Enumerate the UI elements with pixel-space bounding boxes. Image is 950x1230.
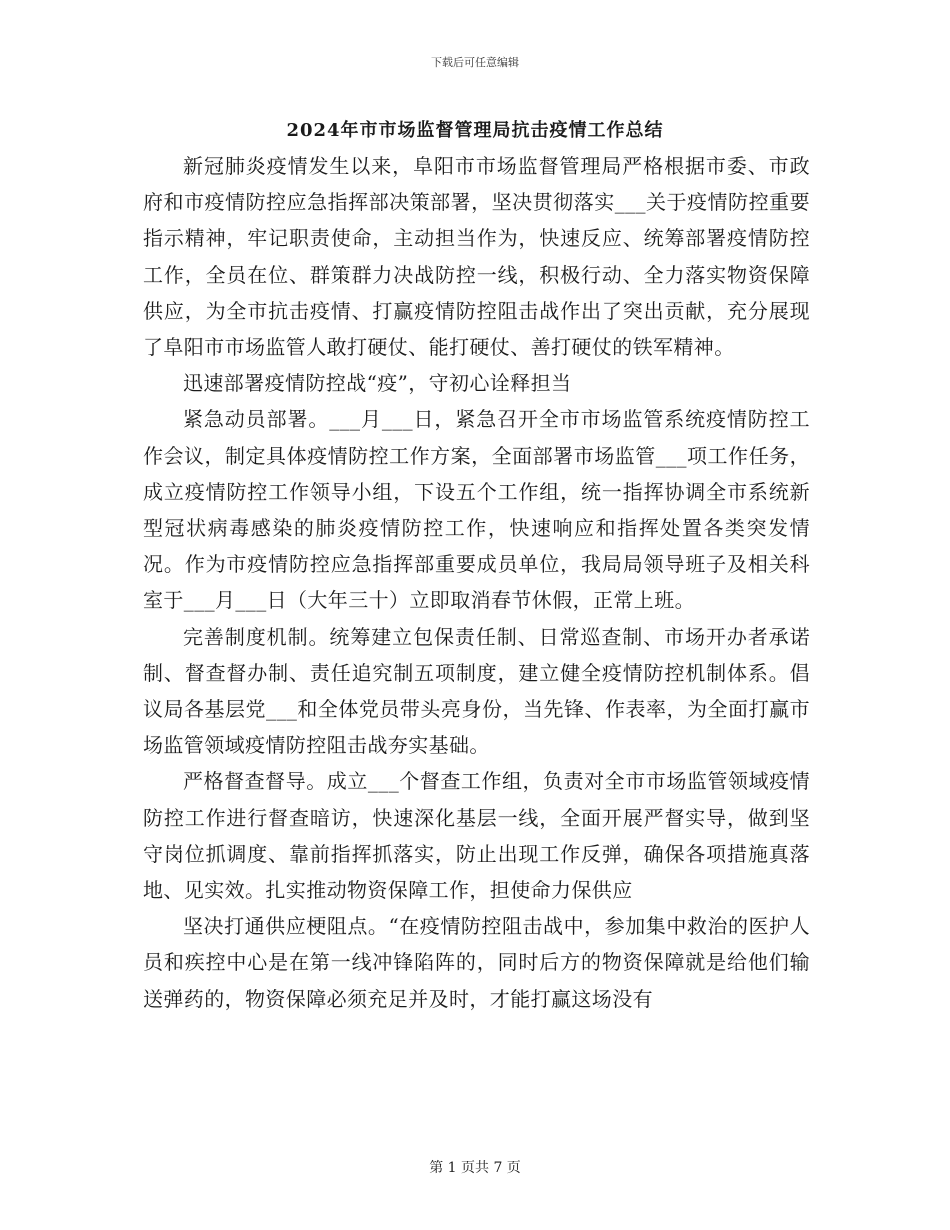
document-body (143, 148, 810, 1017)
paragraph-intro: 新冠肺炎疫情发生以来，阜阳市市场监督管理局严格根据市委、市政府和市疫情防控应急指挥部决策部署，坚决贯彻落实___关于疫情防控重要指示精神，牢记职责使命，主动担当作为，快速反应、统筹部署疫情防控工作，全员在位、群策群力决战防控一线，积极行动、全力落实物资保障供应，为全市抗击疫情、打赢疫情防控阻击战作出了突出贡献，充分展现了阜阳市市场监管人敢打硬仗、能打硬仗、善打硬仗的铁军精神。 (143, 154, 810, 360)
paragraph-supply: 坚决打通供应梗阻点。“在疫情防控阻击战中，参加集中救治的医护人员和疾控中心是在第一线冲锋陷阵的，同时后方的物资保障就是给他们输送弹药的，物资保障必须充足并及时，才能打赢这场没有 (143, 914, 810, 1011)
paragraph-system-mechanism: 完善制度机制。统筹建立包保责任制、日常巡查制、市场开办者承诺制、督查督办制、责任追究制五项制度，建立健全疫情防控机制体系。倡议局各基层党___和全体党员带头亮身份，当先锋、作表率，为全面打赢市场监管领域疫情防控阻击战夯实基础。 (143, 624, 810, 758)
paragraph-supervision: 严格督查督导。成立___个督查工作组，负责对全市市场监管领域疫情防控工作进行督查暗访，快速深化基层一线，全面开展严督实导，做到坚守岗位抓调度、靠前指挥抓落实，防止出现工作反弹，确保各项措施真落地、见实效。扎实推动物资保障工作，担使命力保供应 (143, 769, 810, 903)
document-title: 2024年市市场监督管理局抗击疫情工作总结 (286, 120, 664, 141)
paragraph-emergency-mobilization: 紧急动员部署。___月___日，紧急召开全市市场监管系统疫情防控工作会议，制定具体疫情防控工作方案，全面部署市场监管___项工作任务，成立疫情防控工作领导小组，下设五个工作组，统一指挥协调全市系统新型冠状病毒感染的肺炎疫情防控工作，快速响应和指挥处置各类突发情况。作为市疫情防控应急指挥部重要成员单位，我局局领导班子及相关科室于___月___日（大年三十）立即取消春节休假，正常上班。 (143, 407, 810, 613)
page-number: 第 1 页共 7 页 (429, 1160, 521, 1176)
header-note: 下载后可任意编辑 (431, 56, 519, 69)
paragraph-section-heading: 迅速部署疫情防控战“疫”，守初心诠释担当 (183, 371, 572, 396)
